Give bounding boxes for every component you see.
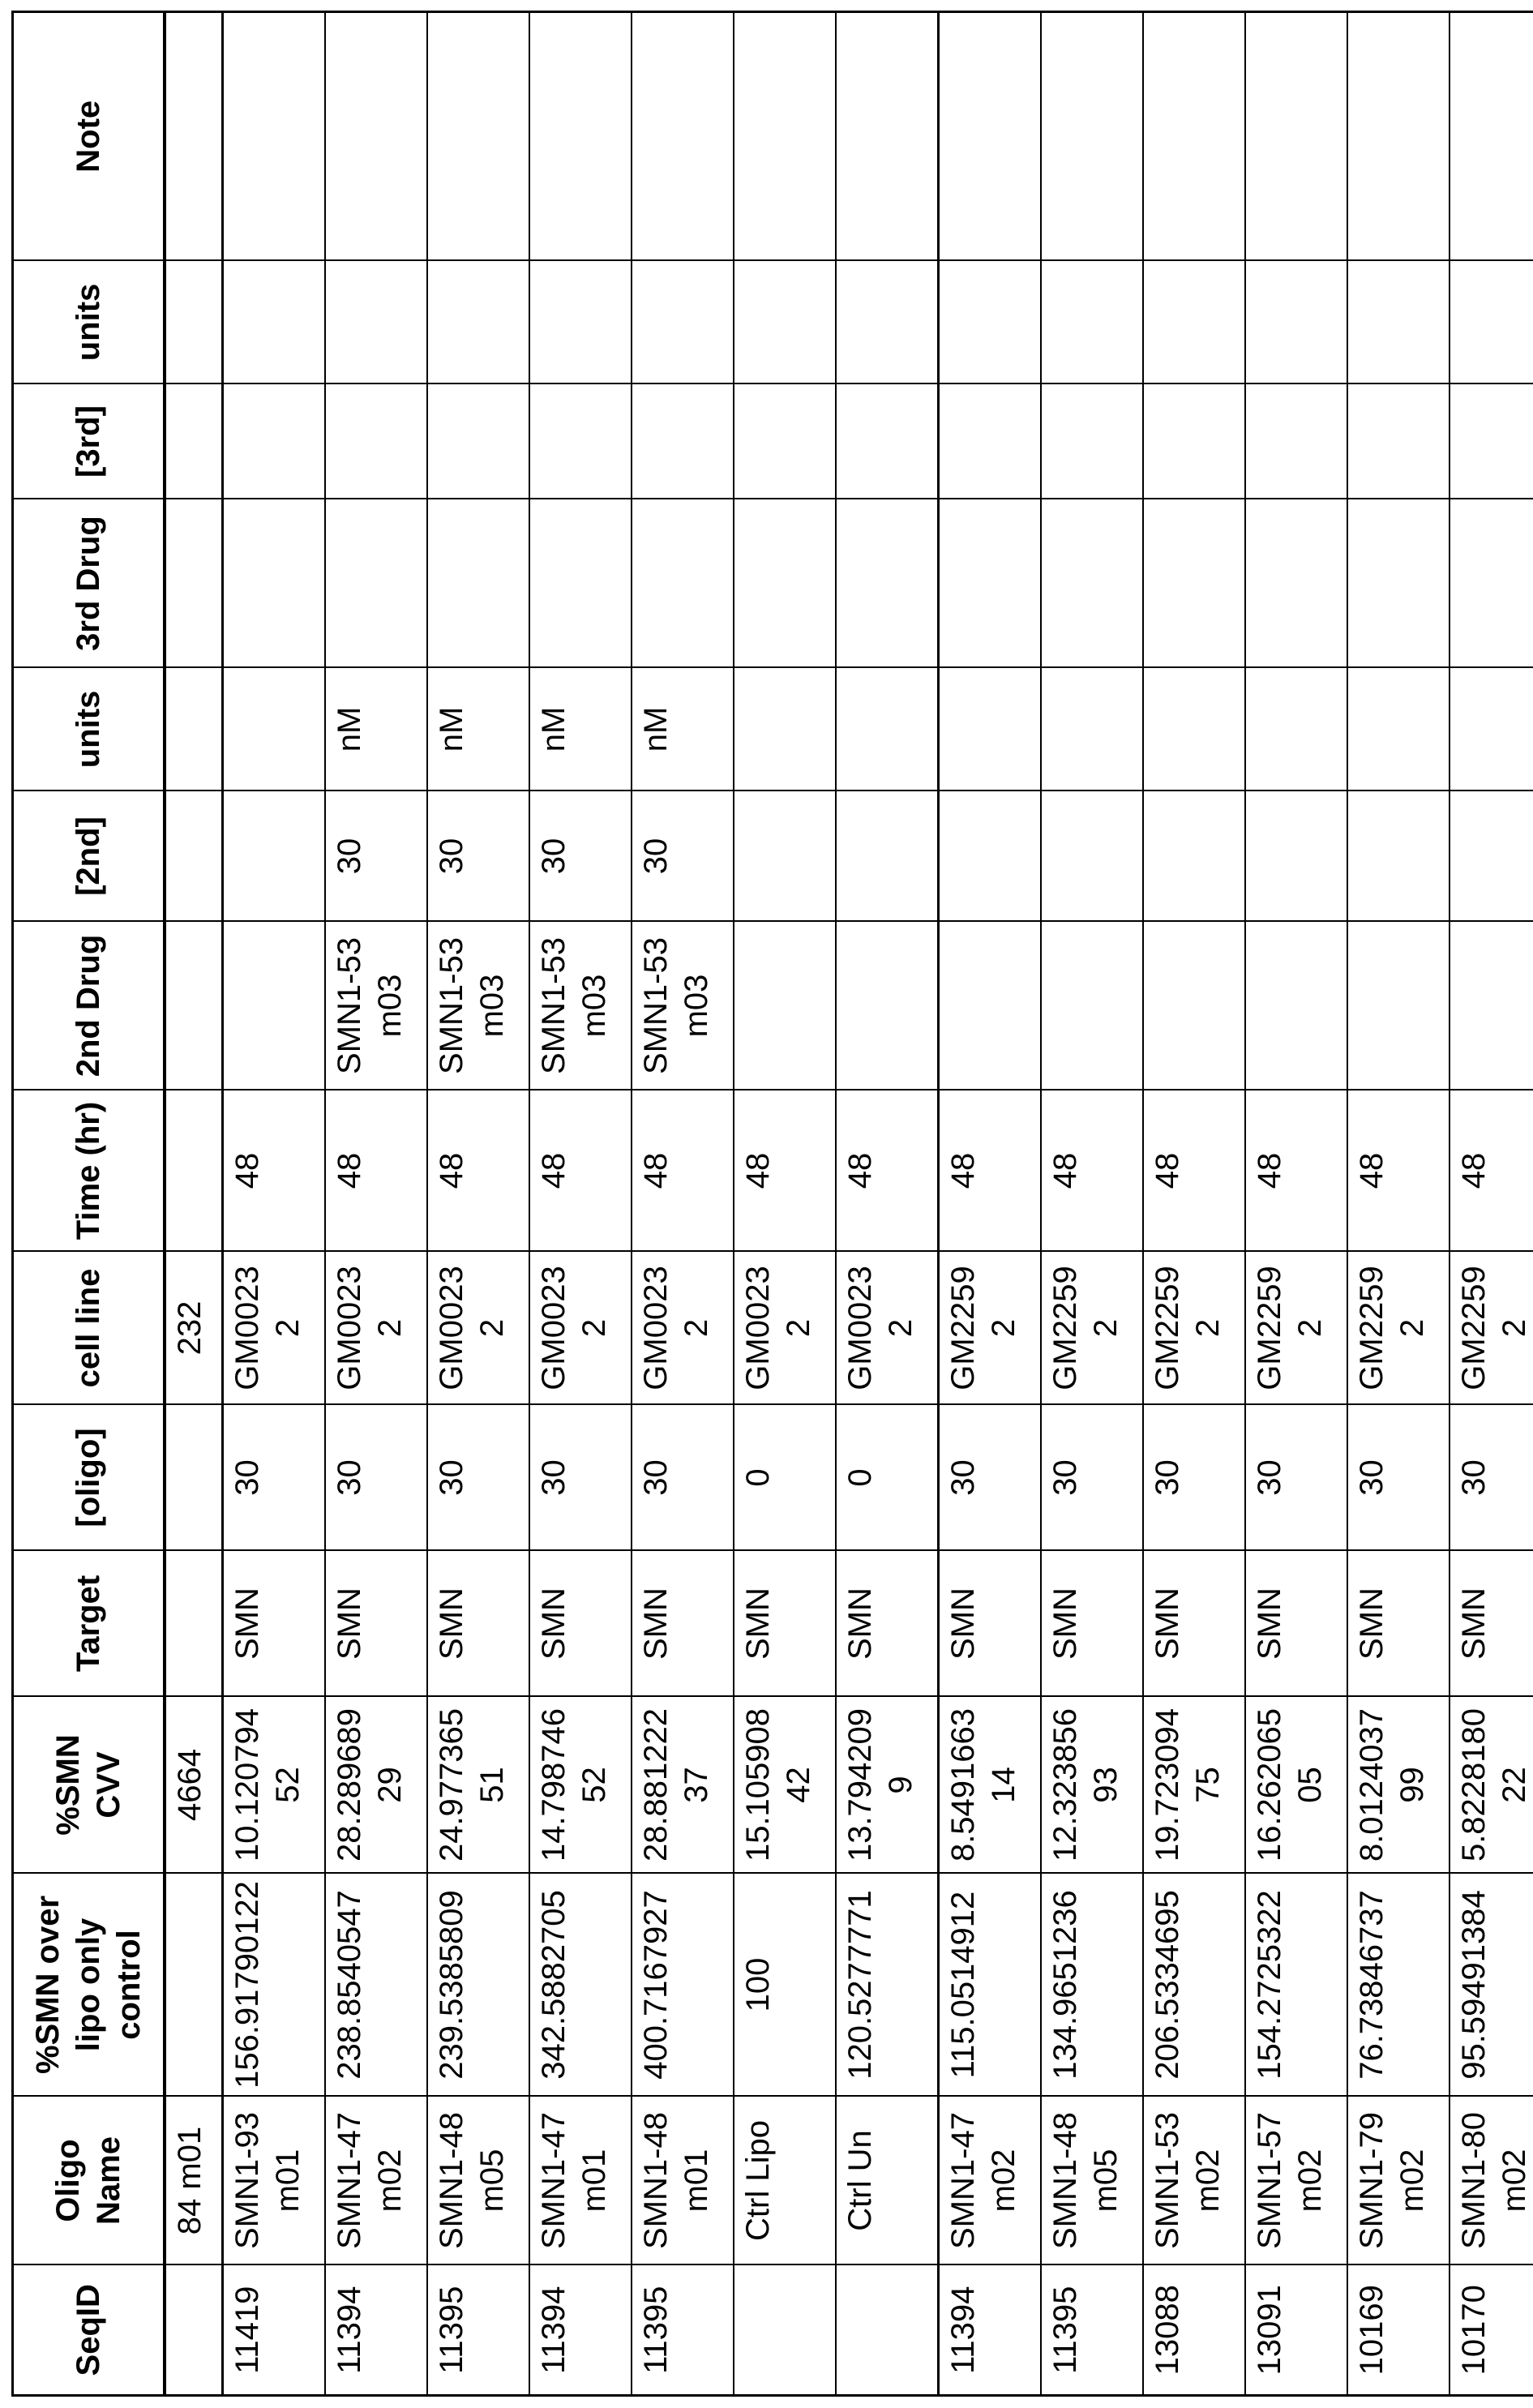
cell-seqid bbox=[836, 2265, 939, 2396]
cell-smn-over-lipo: 115.0514912 bbox=[939, 1874, 1042, 2097]
cell-smn-over-lipo bbox=[165, 1874, 223, 2097]
cell-third-units bbox=[1041, 261, 1143, 384]
cell-second-drug bbox=[1041, 922, 1143, 1090]
cell-oligo-conc: 30 bbox=[939, 1405, 1042, 1551]
cell-second-conc bbox=[734, 791, 836, 922]
table-row bbox=[632, 12, 734, 2396]
cell-oligo-conc: 30 bbox=[1041, 1405, 1143, 1551]
cell-cell-line: GM22592 bbox=[1449, 1252, 1533, 1405]
cell-seqid: 11394 bbox=[325, 2265, 427, 2396]
cell-cell-line: GM00232 bbox=[223, 1252, 326, 1405]
cell-third-drug bbox=[1449, 499, 1533, 668]
header-note: Note bbox=[13, 12, 165, 261]
cell-target: SMN bbox=[632, 1551, 734, 1697]
cell-target: SMN bbox=[223, 1551, 326, 1697]
cell-cell-line: GM00232 bbox=[529, 1252, 632, 1405]
header-third-drug: 3rd Drug bbox=[13, 499, 165, 668]
cell-cell-line: GM22592 bbox=[939, 1252, 1042, 1405]
cell-smn-over-lipo: 206.5334695 bbox=[1143, 1874, 1245, 2097]
header-cell-line: cell line bbox=[13, 1252, 165, 1405]
header-target: Target bbox=[13, 1551, 165, 1697]
cell-cell-line: GM00232 bbox=[632, 1252, 734, 1405]
cell-third-drug bbox=[325, 499, 427, 668]
cell-third-conc bbox=[223, 384, 326, 499]
cell-second-units bbox=[734, 668, 836, 791]
cell-third-units bbox=[427, 261, 529, 384]
table-row bbox=[1347, 12, 1449, 2396]
cell-third-conc bbox=[1245, 384, 1347, 499]
cell-smn-cvv: 13.7942099 bbox=[836, 1697, 939, 1874]
cell-smn-over-lipo: 156.91790122 bbox=[223, 1874, 326, 2097]
cell-time-hr: 48 bbox=[1449, 1090, 1533, 1252]
header-oligo-name: Oligo Name bbox=[13, 2097, 165, 2265]
cell-second-units bbox=[836, 668, 939, 791]
header-row bbox=[13, 12, 165, 2396]
cell-oligo-conc: 30 bbox=[1449, 1405, 1533, 1551]
cell-second-units bbox=[939, 668, 1042, 791]
cell-third-conc bbox=[325, 384, 427, 499]
cell-cell-line: GM00232 bbox=[325, 1252, 427, 1405]
cell-third-conc bbox=[1041, 384, 1143, 499]
cell-second-drug bbox=[939, 922, 1042, 1090]
cell-smn-cvv: 8.012403799 bbox=[1347, 1697, 1449, 1874]
cell-second-units bbox=[1449, 668, 1533, 791]
cell-third-units bbox=[1347, 261, 1449, 384]
cell-third-drug bbox=[1347, 499, 1449, 668]
cell-third-drug bbox=[632, 499, 734, 668]
cell-oligo-conc: 30 bbox=[1347, 1405, 1449, 1551]
cell-third-units bbox=[836, 261, 939, 384]
cell-second-units bbox=[165, 668, 223, 791]
cell-oligo-conc bbox=[165, 1405, 223, 1551]
continuation-row bbox=[165, 12, 223, 2396]
cell-smn-over-lipo: 100 bbox=[734, 1874, 836, 2097]
cell-time-hr: 48 bbox=[223, 1090, 326, 1252]
cell-third-drug bbox=[939, 499, 1042, 668]
cell-oligo-name: SMN1-48 m05 bbox=[427, 2097, 529, 2265]
cell-oligo-name: SMN1-79 m02 bbox=[1347, 2097, 1449, 2265]
table-row bbox=[1245, 12, 1347, 2396]
cell-smn-over-lipo: 239.5385809 bbox=[427, 1874, 529, 2097]
cell-second-drug: SMN1-53 m03 bbox=[632, 922, 734, 1090]
cell-smn-over-lipo: 154.2725322 bbox=[1245, 1874, 1347, 2097]
cell-cell-line: GM00232 bbox=[734, 1252, 836, 1405]
table-row bbox=[529, 12, 632, 2396]
cell-target: SMN bbox=[325, 1551, 427, 1697]
cell-seqid bbox=[734, 2265, 836, 2396]
cell-second-drug: SMN1-53 m03 bbox=[529, 922, 632, 1090]
cell-time-hr bbox=[165, 1090, 223, 1252]
cell-second-drug: SMN1-53 m03 bbox=[325, 922, 427, 1090]
cell-smn-cvv: 15.10590842 bbox=[734, 1697, 836, 1874]
cell-second-conc bbox=[939, 791, 1042, 922]
cell-seqid: 13091 bbox=[1245, 2265, 1347, 2396]
cell-smn-cvv: 19.72309475 bbox=[1143, 1697, 1245, 1874]
table-row bbox=[1449, 12, 1533, 2396]
cell-note bbox=[1143, 12, 1245, 261]
cell-third-drug bbox=[529, 499, 632, 668]
cell-smn-over-lipo: 95.59491384 bbox=[1449, 1874, 1533, 2097]
header-time-hr: Time (hr) bbox=[13, 1090, 165, 1252]
cell-seqid bbox=[165, 2265, 223, 2396]
cell-smn-over-lipo: 400.7167927 bbox=[632, 1874, 734, 2097]
cell-second-units bbox=[1143, 668, 1245, 791]
cell-third-drug bbox=[836, 499, 939, 668]
cell-oligo-conc: 30 bbox=[1143, 1405, 1245, 1551]
cell-second-drug: SMN1-53 m03 bbox=[427, 922, 529, 1090]
cell-note bbox=[1245, 12, 1347, 261]
cell-oligo-name: Ctrl Lipo bbox=[734, 2097, 836, 2265]
cell-third-units bbox=[939, 261, 1042, 384]
cell-second-units: nM bbox=[632, 668, 734, 791]
header-second-drug: 2nd Drug bbox=[13, 922, 165, 1090]
cell-oligo-conc: 30 bbox=[1245, 1405, 1347, 1551]
cell-oligo-name: Ctrl Un bbox=[836, 2097, 939, 2265]
cell-cell-line: GM22592 bbox=[1245, 1252, 1347, 1405]
cell-second-conc bbox=[836, 791, 939, 922]
cell-smn-cvv: 5.822818022 bbox=[1449, 1697, 1533, 1874]
cell-third-conc bbox=[632, 384, 734, 499]
cell-second-units: nM bbox=[529, 668, 632, 791]
cell-smn-cvv: 28.88122237 bbox=[632, 1697, 734, 1874]
cell-oligo-name: SMN1-47 m02 bbox=[325, 2097, 427, 2265]
table-row bbox=[836, 12, 939, 2396]
cell-note bbox=[836, 12, 939, 261]
cell-smn-cvv: 14.79874652 bbox=[529, 1697, 632, 1874]
header-second-conc: [2nd] bbox=[13, 791, 165, 922]
cell-oligo-name: SMN1-48 m01 bbox=[632, 2097, 734, 2265]
cell-seqid: 11419 bbox=[223, 2265, 326, 2396]
cell-target: SMN bbox=[427, 1551, 529, 1697]
cell-time-hr: 48 bbox=[1041, 1090, 1143, 1252]
cell-target: SMN bbox=[1143, 1551, 1245, 1697]
cell-third-units bbox=[1143, 261, 1245, 384]
table-row bbox=[939, 12, 1042, 2396]
cell-second-drug bbox=[1449, 922, 1533, 1090]
cell-second-drug bbox=[223, 922, 326, 1090]
cell-time-hr: 48 bbox=[632, 1090, 734, 1252]
cell-third-drug bbox=[223, 499, 326, 668]
cell-smn-cvv: 8.549166314 bbox=[939, 1697, 1042, 1874]
header-oligo-conc: [oligo] bbox=[13, 1405, 165, 1551]
cell-second-units bbox=[223, 668, 326, 791]
cell-third-drug bbox=[1143, 499, 1245, 668]
cell-second-drug bbox=[1143, 922, 1245, 1090]
cell-note bbox=[1041, 12, 1143, 261]
cell-seqid: 11395 bbox=[632, 2265, 734, 2396]
cell-oligo-conc: 30 bbox=[632, 1405, 734, 1551]
cell-oligo-conc: 0 bbox=[836, 1405, 939, 1551]
header-third-conc: [3rd] bbox=[13, 384, 165, 499]
cell-cell-line: GM00232 bbox=[427, 1252, 529, 1405]
cell-oligo-name: SMN1-47 m01 bbox=[529, 2097, 632, 2265]
cell-second-conc: 30 bbox=[632, 791, 734, 922]
cell-third-units bbox=[325, 261, 427, 384]
cell-third-conc bbox=[939, 384, 1042, 499]
cell-smn-over-lipo: 120.5277771 bbox=[836, 1874, 939, 2097]
header-third-units: units bbox=[13, 261, 165, 384]
cell-third-conc bbox=[427, 384, 529, 499]
table-row bbox=[325, 12, 427, 2396]
cell-seqid: 10169 bbox=[1347, 2265, 1449, 2396]
cell-third-conc bbox=[1347, 384, 1449, 499]
table-row bbox=[1143, 12, 1245, 2396]
cell-time-hr: 48 bbox=[1347, 1090, 1449, 1252]
cell-time-hr: 48 bbox=[939, 1090, 1042, 1252]
cell-smn-over-lipo: 238.8540547 bbox=[325, 1874, 427, 2097]
cell-oligo-conc: 0 bbox=[734, 1405, 836, 1551]
cell-time-hr: 48 bbox=[1245, 1090, 1347, 1252]
cell-second-conc bbox=[1449, 791, 1533, 922]
cell-smn-cvv: 24.97736551 bbox=[427, 1697, 529, 1874]
cell-note bbox=[632, 12, 734, 261]
cell-cell-line: GM22592 bbox=[1347, 1252, 1449, 1405]
cell-target: SMN bbox=[939, 1551, 1042, 1697]
cell-target: SMN bbox=[734, 1551, 836, 1697]
cell-oligo-conc: 30 bbox=[427, 1405, 529, 1551]
cell-second-units bbox=[1245, 668, 1347, 791]
cell-second-drug bbox=[1347, 922, 1449, 1090]
cell-note bbox=[1347, 12, 1449, 261]
cell-note bbox=[325, 12, 427, 261]
cell-target: SMN bbox=[1041, 1551, 1143, 1697]
cell-time-hr: 48 bbox=[836, 1090, 939, 1252]
cell-smn-over-lipo: 76.73846737 bbox=[1347, 1874, 1449, 2097]
cell-target: SMN bbox=[1347, 1551, 1449, 1697]
cell-third-drug bbox=[165, 499, 223, 668]
cell-seqid: 11394 bbox=[939, 2265, 1042, 2396]
cell-second-conc bbox=[1245, 791, 1347, 922]
cell-target: SMN bbox=[1245, 1551, 1347, 1697]
cell-second-units: nM bbox=[325, 668, 427, 791]
cell-target: SMN bbox=[836, 1551, 939, 1697]
cell-smn-cvv: 4664 bbox=[165, 1697, 223, 1874]
header-smn-cvv: %SMN CVV bbox=[13, 1697, 165, 1874]
cell-second-drug bbox=[734, 922, 836, 1090]
cell-oligo-conc: 30 bbox=[325, 1405, 427, 1551]
cell-oligo-name: SMN1-53 m02 bbox=[1143, 2097, 1245, 2265]
cell-second-drug bbox=[1245, 922, 1347, 1090]
table-row bbox=[1041, 12, 1143, 2396]
cell-third-conc bbox=[836, 384, 939, 499]
cell-smn-cvv: 16.26206505 bbox=[1245, 1697, 1347, 1874]
cell-smn-over-lipo: 134.9651236 bbox=[1041, 1874, 1143, 2097]
cell-third-conc bbox=[1449, 384, 1533, 499]
table-row bbox=[427, 12, 529, 2396]
rotated-table-container bbox=[11, 13, 1531, 2397]
cell-third-units bbox=[1245, 261, 1347, 384]
cell-third-conc bbox=[734, 384, 836, 499]
cell-third-units bbox=[632, 261, 734, 384]
cell-time-hr: 48 bbox=[529, 1090, 632, 1252]
cell-third-units bbox=[529, 261, 632, 384]
cell-third-units bbox=[165, 261, 223, 384]
results-table bbox=[11, 11, 1533, 2397]
cell-note bbox=[223, 12, 326, 261]
cell-third-units bbox=[734, 261, 836, 384]
cell-cell-line: GM00232 bbox=[836, 1252, 939, 1405]
cell-oligo-name: SMN1-48 m05 bbox=[1041, 2097, 1143, 2265]
cell-second-drug bbox=[165, 922, 223, 1090]
table-row bbox=[734, 12, 836, 2396]
cell-second-units bbox=[1347, 668, 1449, 791]
cell-oligo-name: SMN1-80 m02 bbox=[1449, 2097, 1533, 2265]
cell-seqid: 13088 bbox=[1143, 2265, 1245, 2396]
cell-second-conc bbox=[1143, 791, 1245, 922]
cell-third-drug bbox=[427, 499, 529, 668]
cell-second-conc: 30 bbox=[529, 791, 632, 922]
cell-cell-line: 232 bbox=[165, 1252, 223, 1405]
cell-third-conc bbox=[1143, 384, 1245, 499]
header-second-units: units bbox=[13, 668, 165, 791]
cell-oligo-name: 84 m01 bbox=[165, 2097, 223, 2265]
cell-target: SMN bbox=[529, 1551, 632, 1697]
cell-smn-cvv: 12.32385693 bbox=[1041, 1697, 1143, 1874]
cell-note bbox=[165, 12, 223, 261]
cell-oligo-name: SMN1-57 m02 bbox=[1245, 2097, 1347, 2265]
cell-third-drug bbox=[1245, 499, 1347, 668]
cell-oligo-conc: 30 bbox=[529, 1405, 632, 1551]
cell-note bbox=[1449, 12, 1533, 261]
cell-time-hr: 48 bbox=[427, 1090, 529, 1252]
cell-second-conc: 30 bbox=[427, 791, 529, 922]
cell-third-drug bbox=[1041, 499, 1143, 668]
cell-third-conc bbox=[529, 384, 632, 499]
cell-second-conc bbox=[165, 791, 223, 922]
cell-smn-over-lipo: 342.5882705 bbox=[529, 1874, 632, 2097]
cell-cell-line: GM22592 bbox=[1041, 1252, 1143, 1405]
cell-target bbox=[165, 1551, 223, 1697]
cell-target: SMN bbox=[1449, 1551, 1533, 1697]
cell-seqid: 10170 bbox=[1449, 2265, 1533, 2396]
cell-cell-line: GM22592 bbox=[1143, 1252, 1245, 1405]
cell-second-conc bbox=[223, 791, 326, 922]
cell-second-drug bbox=[836, 922, 939, 1090]
cell-time-hr: 48 bbox=[1143, 1090, 1245, 1252]
cell-note bbox=[939, 12, 1042, 261]
cell-smn-cvv: 28.28968929 bbox=[325, 1697, 427, 1874]
cell-smn-cvv: 10.12079452 bbox=[223, 1697, 326, 1874]
cell-oligo-name: SMN1-93 m01 bbox=[223, 2097, 326, 2265]
cell-third-conc bbox=[165, 384, 223, 499]
table-row bbox=[223, 12, 326, 2396]
cell-third-units bbox=[223, 261, 326, 384]
header-seqid: SeqID bbox=[13, 2265, 165, 2396]
cell-seqid: 11395 bbox=[427, 2265, 529, 2396]
cell-time-hr: 48 bbox=[325, 1090, 427, 1252]
cell-seqid: 11395 bbox=[1041, 2265, 1143, 2396]
cell-second-units: nM bbox=[427, 668, 529, 791]
cell-third-units bbox=[1449, 261, 1533, 384]
cell-second-conc bbox=[1041, 791, 1143, 922]
cell-note bbox=[427, 12, 529, 261]
cell-note bbox=[529, 12, 632, 261]
cell-oligo-conc: 30 bbox=[223, 1405, 326, 1551]
cell-oligo-name: SMN1-47 m02 bbox=[939, 2097, 1042, 2265]
cell-time-hr: 48 bbox=[734, 1090, 836, 1252]
cell-note bbox=[734, 12, 836, 261]
cell-third-drug bbox=[734, 499, 836, 668]
header-smn-over-lipo: %SMN over lipo only control bbox=[13, 1874, 165, 2097]
cell-second-conc: 30 bbox=[325, 791, 427, 922]
cell-second-units bbox=[1041, 668, 1143, 791]
cell-second-conc bbox=[1347, 791, 1449, 922]
cell-seqid: 11394 bbox=[529, 2265, 632, 2396]
